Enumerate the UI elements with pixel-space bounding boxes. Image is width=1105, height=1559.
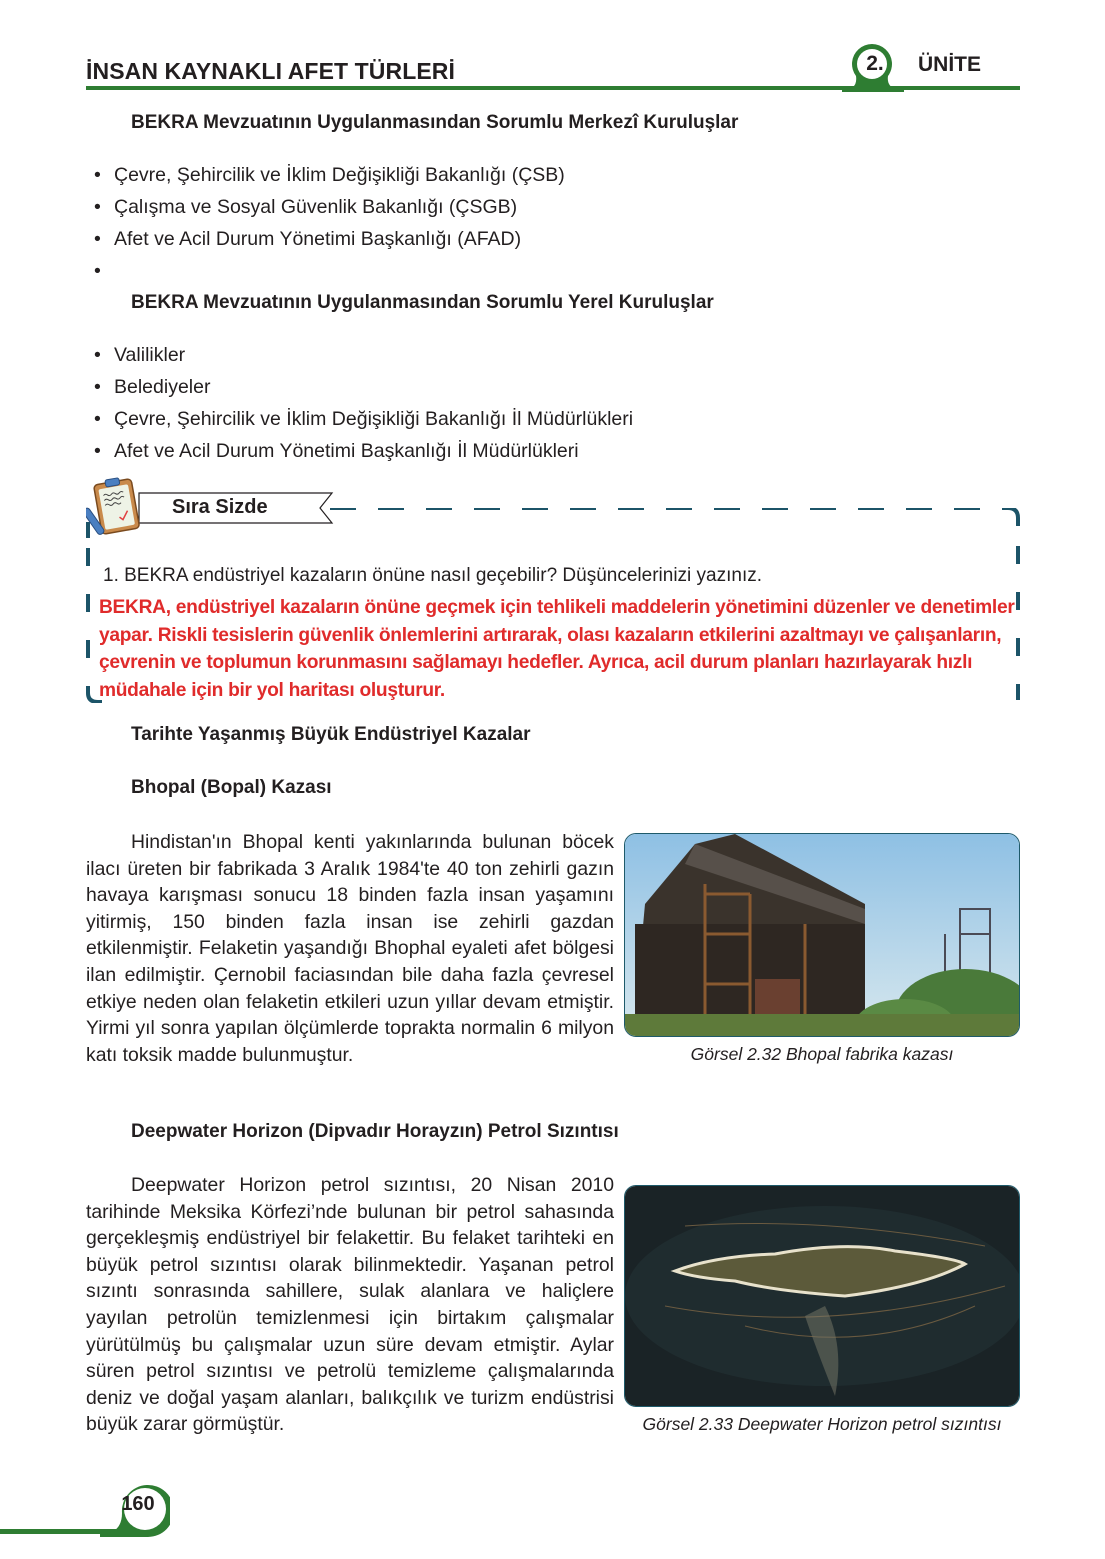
list-item: • Çalışma ve Sosyal Güvenlik Bakanlığı (ÇSGB) [94, 196, 518, 218]
local-list [94, 339, 633, 467]
deepwater-paragraph: Deepwater Horizon petrol sızıntısı, 20 Nisan 2010 tarihinde Meksika Körfezi’nde bulunan bir petrol sahasında gerçekleşmiş endüstriyel bir felakettir. Bu felaket tarihteki en büyük petrol sızıntısı olarak bilinmektedir. Yaşanan petrol sızıntı sonrasında sahillere, sulak alanlara ve haliçlere yayılan petrolün temizlenmesi için birtakım çalışmalar yürütülmüş bu çalışmalar uzun süre devam etmiştir. Aylar süren petrol sızıntısı ve petrolü temizleme çalışmalarında deniz ve doğal yaşam alanları, balıkçılık ve turizm endüstrisi büyük zarar görmüştür. [86, 1174, 614, 1436]
list-item: • [94, 260, 101, 282]
page-number: 160 [121, 1493, 155, 1515]
deepwater-heading: Deepwater Horizon (Dipvadır Horayzın) Petrol Sızıntısı [131, 1121, 619, 1142]
list-item: • Belediyeler [94, 376, 211, 398]
list-item: • Valilikler [94, 344, 186, 366]
unit-number: 2. [866, 52, 884, 75]
list-item: • Afet ve Acil Durum Yönetimi Başkanlığı (AFAD) [94, 228, 522, 250]
page-title: İNSAN KAYNAKLI AFET TÜRLERİ [86, 58, 456, 84]
central-list [94, 159, 565, 287]
list-item: • Çevre, Şehircilik ve İklim Değişikliği Bakanlığı (ÇSB) [94, 164, 565, 186]
clipboard-icon [86, 476, 142, 542]
bhopal-photo [624, 833, 1020, 1037]
list-item: • Afet ve Acil Durum Yönetimi Başkanlığı İl Müdürlükleri [94, 440, 579, 462]
deepwater-caption: Görsel 2.33 Deepwater Horizon petrol sızıntısı [642, 1414, 1002, 1434]
bhopal-caption: Görsel 2.32 Bhopal fabrika kazası [690, 1044, 954, 1064]
history-heading: Tarihte Yaşanmış Büyük Endüstriyel Kazalar [131, 724, 531, 745]
task-label: Sıra Sizde [172, 496, 268, 518]
bhopal-paragraph: Hindistan'ın Bhopal kenti yakınlarında bulunan böcek ilacı üreten bir fabrikada 3 Aralık 1984'te 40 ton zehirli gazın havaya karışması sonucu 18 binden fazla insan yaşamını yitirmiş, 150 binden fazla insan ise zehirli gazdan etkilenmiştir. Felaketin yaşandığı Bhophal eyaleti afet bölgesi ilan edilmiştir. Çernobil faciasından bile daha fazla çevresel etkiye neden olan felaketin etkileri uzun yıllar devam etmiştir. Yirmi yıl sonra yapılan ölçümlerde toprakta normalin 6 milyon katı toksik madde bulunmuştur. [86, 831, 614, 1066]
deepwater-photo [624, 1185, 1020, 1407]
bhopal-heading: Bhopal (Bopal) Kazası [131, 777, 332, 798]
unit-label: ÜNİTE [918, 53, 981, 76]
task-question: 1. BEKRA endüstriyel kazaların önüne nasıl geçebilir? Düşüncelerinizi yazınız. [103, 565, 763, 586]
list-item: • Çevre, Şehircilik ve İklim Değişikliği Bakanlığı İl Müdürlükleri [94, 408, 634, 430]
local-heading: BEKRA Mevzuatının Uygulanmasından Sorumlu Yerel Kuruluşlar [131, 292, 714, 313]
task-answer: BEKRA, endüstriyel kazaların önüne geçmek için tehlikeli maddelerin yönetimini düzenler ve denetimler yapar. Riskli tesislerin güvenlik önlemlerini artırarak, olası kazaların etkilerini azaltmayı ve çalışanların, çevrenin ve toplumun korunmasını sağlamayı hedefler. Ayrıca, acil durum planları hazırlayarak hızlı müdahale için bir yol haritası oluşturur. [99, 597, 1015, 701]
central-heading: BEKRA Mevzuatının Uygulanmasından Sorumlu Merkezî Kuruluşlar [131, 112, 739, 133]
